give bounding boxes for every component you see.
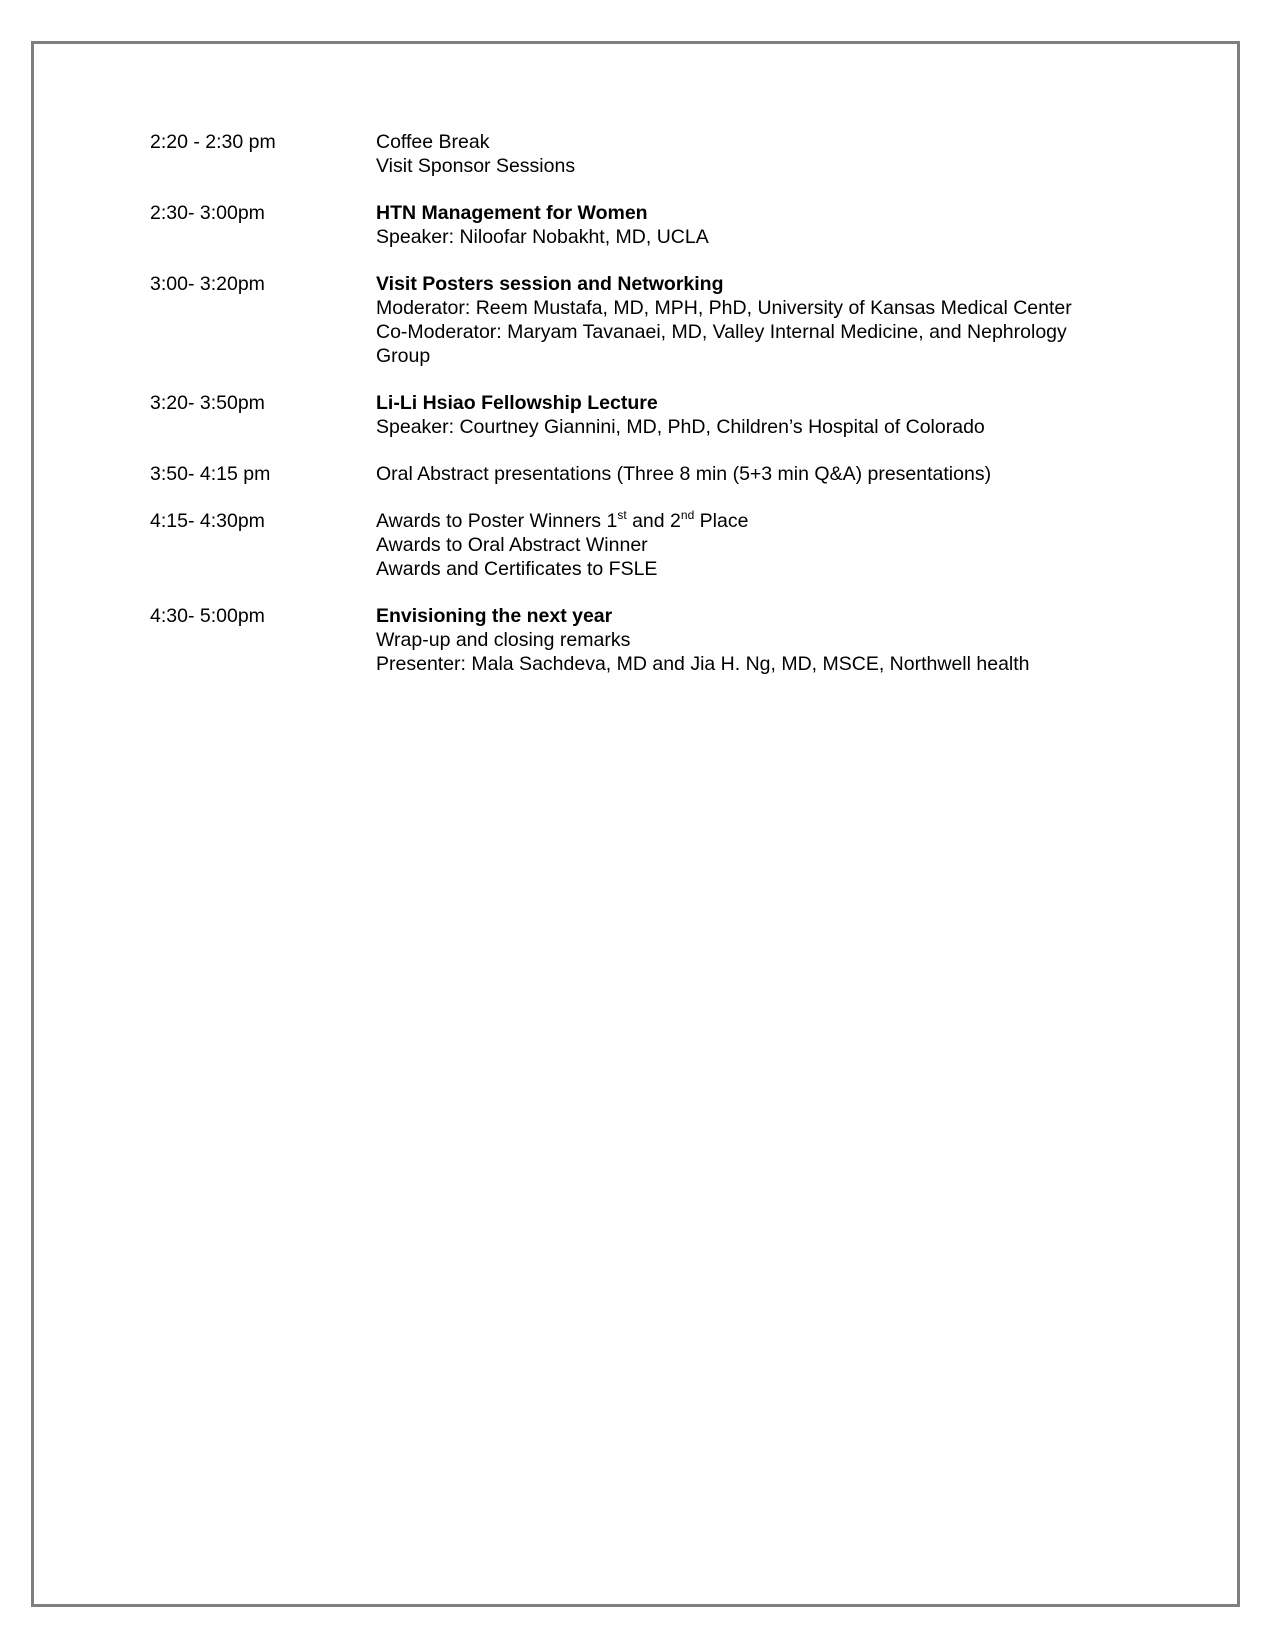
session-title: HTN Management for Women <box>376 202 648 224</box>
awards-text: Awards to Poster Winners 1 <box>376 510 618 532</box>
agenda-time: 4:30- 5:00pm <box>150 605 265 627</box>
agenda-time: 3:50- 4:15 pm <box>150 463 271 485</box>
agenda-line: Awards to Oral Abstract Winner <box>376 534 648 556</box>
agenda-details <box>376 391 1150 439</box>
agenda-time: 3:00- 3:20pm <box>150 273 265 295</box>
agenda-line: Moderator: Reem Mustafa, MD, MPH, PhD, University of Kansas Medical Center <box>376 297 1072 319</box>
session-title: Visit Posters session and Networking <box>376 273 724 295</box>
agenda-time: 2:20 - 2:30 pm <box>150 131 276 153</box>
awards-text: Place <box>694 510 749 532</box>
agenda-item <box>150 462 1150 486</box>
agenda-details <box>376 201 1150 249</box>
agenda-details <box>376 604 1150 676</box>
agenda-line: Speaker: Niloofar Nobakht, MD, UCLA <box>376 226 709 248</box>
agenda-line: Co-Moderator: Maryam Tavanaei, MD, Valley Internal Medicine, and Nephrology <box>376 321 1067 343</box>
agenda-item <box>150 509 1150 581</box>
agenda-item <box>150 604 1150 676</box>
agenda-time: 4:15- 4:30pm <box>150 510 265 532</box>
session-title: Li-Li Hsiao Fellowship Lecture <box>376 392 658 414</box>
poster-awards-line <box>376 509 1150 533</box>
agenda-details <box>376 130 1150 178</box>
agenda-line: Oral Abstract presentations (Three 8 min (5+3 min Q&A) presentations) <box>376 463 992 485</box>
agenda-line: Wrap-up and closing remarks <box>376 629 631 651</box>
agenda-line: Presenter: Mala Sachdeva, MD and Jia H. Ng, MD, MSCE, Northwell health <box>376 653 1030 675</box>
agenda-line: Group <box>376 345 431 367</box>
agenda-item <box>150 201 1150 249</box>
agenda-time: 3:20- 3:50pm <box>150 392 265 414</box>
agenda-item <box>150 130 1150 178</box>
agenda-item <box>150 272 1150 368</box>
agenda-line: Coffee Break <box>376 131 490 153</box>
agenda-details <box>376 462 1150 486</box>
agenda-item <box>150 391 1150 439</box>
awards-text: and 2 <box>626 510 681 532</box>
agenda-line: Speaker: Courtney Giannini, MD, PhD, Children’s Hospital of Colorado <box>376 416 985 438</box>
agenda-time: 2:30- 3:00pm <box>150 202 265 224</box>
session-title: Envisioning the next year <box>376 605 613 627</box>
ordinal-suffix: nd <box>680 507 695 522</box>
agenda-line: Visit Sponsor Sessions <box>376 155 576 177</box>
agenda-line: Awards and Certificates to FSLE <box>376 558 658 580</box>
agenda <box>150 130 1150 699</box>
ordinal-suffix: st <box>617 507 627 522</box>
agenda-details <box>376 509 1150 581</box>
agenda-details <box>376 272 1150 368</box>
